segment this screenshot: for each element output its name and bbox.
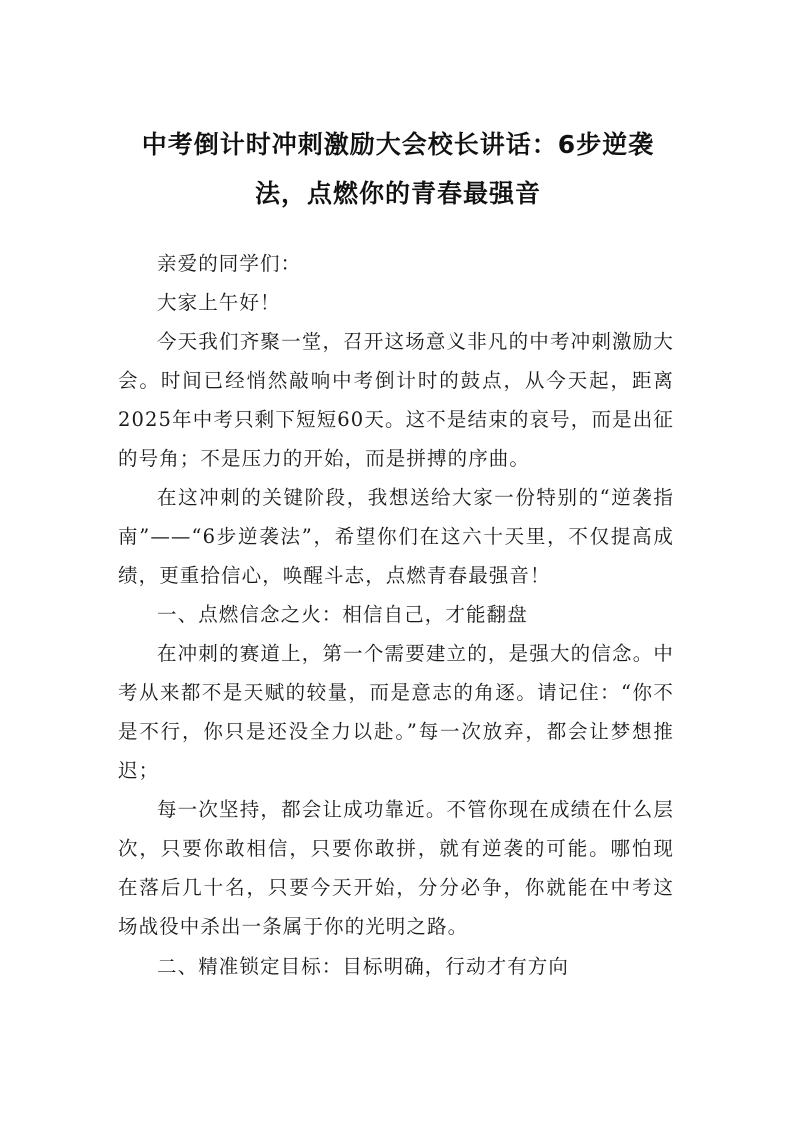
paragraph-belief: 在冲刺的赛道上，第一个需要建立的，是强大的信念。中考从来都不是天赋的较量，而是意志的角逐。请记住：“你不是不行，你只是还没全力以赴。”每一次放弃，都会让梦想推迟； bbox=[118, 642, 674, 782]
document-title: 中考倒计时冲刺激励大会校长讲话：6步逆袭法，点燃你的青春最强音 bbox=[141, 130, 655, 208]
paragraph-guide-intro: 在这冲刺的关键阶段，我想送给大家一份特别的“逆袭指南”——“6步逆袭法”，希望你们在这六十天里，不仅提高成绩，更重拾信心，唤醒斗志，点燃青春最强音！ bbox=[118, 486, 674, 587]
section-heading-2: 二、精准锁定目标：目标明确，行动才有方向 bbox=[157, 955, 570, 978]
section-heading-1: 一、点燃信念之火：相信自己，才能翻盘 bbox=[157, 603, 528, 626]
paragraph-persistence: 每一次坚持，都会让成功靠近。不管你现在成绩在什么层次，只要你敢相信，只要你敢拼，就有逆袭的可能。哪怕现在落后几十名，只要今天开始，分分必争，你就能在中考这场战役中杀出一条属于你的光明之路。 bbox=[118, 798, 674, 938]
salutation: 亲爱的同学们： bbox=[157, 252, 302, 275]
paragraph-opening: 今天我们齐聚一堂，召开这场意义非凡的中考冲刺激励大会。时间已经悄然敲响中考倒计时的鼓点，从今天起，距离2025年中考只剩下短短60天。这不是结束的哀号，而是出征的号角；不是压力的开始，而是拼搏的序曲。 bbox=[118, 330, 674, 470]
greeting: 大家上午好！ bbox=[157, 291, 281, 314]
document-body bbox=[118, 244, 674, 986]
